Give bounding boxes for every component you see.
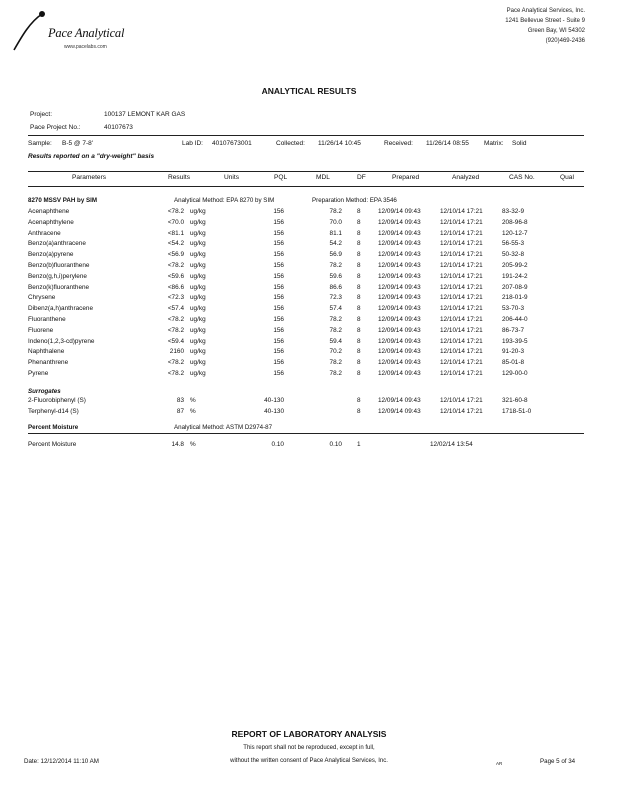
cell-pql: 156 <box>273 283 284 291</box>
footer-mark: AR <box>496 761 503 766</box>
cell-units: % <box>190 441 196 448</box>
cell-param: Dibenz(a,h)anthracene <box>28 305 94 313</box>
cell-units: ug/kg <box>190 316 206 323</box>
cell-analyzed: 12/10/14 17:21 <box>440 370 483 377</box>
cell-prepared: 12/09/14 09:43 <box>378 316 421 323</box>
table-row <box>0 251 618 261</box>
table-row <box>0 294 618 304</box>
table-row <box>0 219 618 229</box>
cell-mdl: 57.4 <box>329 305 342 313</box>
cell-result: <57.4 <box>167 305 184 313</box>
cell-df: 1 <box>357 441 361 448</box>
report-title: ANALYTICAL RESULTS <box>261 86 357 96</box>
lab-city: Green Bay, WI 54302 <box>527 28 585 34</box>
col-cas: CAS No. <box>509 174 535 181</box>
sample-value: B-5 @ 7-8' <box>62 140 93 147</box>
cell-mdl: 0.10 <box>329 441 342 448</box>
cell-df: 8 <box>357 218 361 226</box>
pace-project-label: Pace Project No.: <box>30 124 81 131</box>
cell-df: 8 <box>357 397 361 404</box>
cell-analyzed: 12/10/14 17:21 <box>440 294 483 302</box>
cell-pql: 156 <box>273 229 284 237</box>
table-row <box>0 408 618 418</box>
surrogates-label: Surrogates <box>28 388 61 395</box>
col-prepared: Prepared <box>392 174 420 181</box>
cell-result: <54.2 <box>167 240 184 248</box>
table-row <box>0 208 618 218</box>
column-headers <box>28 174 584 186</box>
cell-pql: 156 <box>273 337 284 345</box>
col-analyzed: Analyzed <box>452 174 480 181</box>
cell-result: <78.2 <box>167 370 184 377</box>
cell-param: Terphenyl-d14 (S) <box>28 407 79 415</box>
cell-cas: 91-20-3 <box>502 348 525 356</box>
cell-pql: 156 <box>273 348 284 356</box>
pace-project-value: 40107673 <box>104 124 133 131</box>
matrix-value: Solid <box>512 140 527 147</box>
cell-param: Benzo(a)pyrene <box>28 251 74 259</box>
col-qual: Qual <box>560 174 574 181</box>
cell-cas: 83-32-9 <box>502 208 525 215</box>
page-number: Page 5 of 34 <box>540 758 576 765</box>
cell-param: Fluorene <box>28 326 54 334</box>
cell-pql: 40-130 <box>264 407 284 415</box>
cell-result: <81.1 <box>167 229 184 237</box>
table-row <box>0 397 618 407</box>
cell-param: Pyrene <box>28 370 49 377</box>
header-top-rule <box>28 171 584 172</box>
cell-cas: 120-12-7 <box>502 229 528 237</box>
cell-analyzed: 12/10/14 17:21 <box>440 305 483 313</box>
cell-result: <78.2 <box>167 262 184 269</box>
moisture-method-name: Percent Moisture <box>28 424 79 431</box>
received-label: Received: <box>384 140 413 147</box>
cell-df: 8 <box>357 251 361 259</box>
cell-param: Benzo(b)fluoranthene <box>28 262 90 269</box>
cell-mdl: 70.2 <box>329 348 342 356</box>
cell-units: ug/kg <box>190 240 206 248</box>
cell-units: ug/kg <box>190 348 206 356</box>
method-8270-prep: Preparation Method: EPA 3546 <box>312 197 397 204</box>
cell-prepared: 12/09/14 09:43 <box>378 229 421 237</box>
cell-param: Indeno(1,2,3-cd)pyrene <box>28 337 95 345</box>
cell-cas: 85-01-8 <box>502 359 525 367</box>
cell-prepared: 12/09/14 09:43 <box>378 337 421 345</box>
cell-analyzed: 12/02/14 13:54 <box>430 441 473 448</box>
sample-label: Sample: <box>28 140 52 147</box>
collected-value: 11/26/14 10:45 <box>318 140 361 147</box>
cell-units: ug/kg <box>190 272 206 280</box>
cell-result: <78.2 <box>167 316 184 323</box>
cell-analyzed: 12/10/14 17:21 <box>440 283 483 291</box>
cell-cas: 208-96-8 <box>502 218 528 226</box>
cell-result: <78.2 <box>167 208 184 215</box>
cell-prepared: 12/09/14 09:43 <box>378 272 421 280</box>
cell-units: ug/kg <box>190 229 206 237</box>
cell-cas: 205-99-2 <box>502 262 528 269</box>
cell-analyzed: 12/10/14 17:21 <box>440 359 483 367</box>
cell-prepared: 12/09/14 09:43 <box>378 251 421 259</box>
cell-cas: 86-73-7 <box>502 326 525 334</box>
cell-cas: 206-44-0 <box>502 316 528 323</box>
lab-name: Pace Analytical Services, Inc. <box>506 8 585 14</box>
cell-units: ug/kg <box>190 359 206 367</box>
cell-prepared: 12/09/14 09:43 <box>378 359 421 367</box>
cell-df: 8 <box>357 294 361 302</box>
cell-units: ug/kg <box>190 326 206 334</box>
cell-analyzed: 12/10/14 17:21 <box>440 337 483 345</box>
table-row <box>0 316 618 326</box>
cell-units: ug/kg <box>190 262 206 269</box>
cell-result: <59.6 <box>167 272 184 280</box>
cell-prepared: 12/09/14 09:43 <box>378 283 421 291</box>
cell-df: 8 <box>357 283 361 291</box>
labid-label: Lab ID: <box>182 140 203 147</box>
lab-street: 1241 Bellevue Street - Suite 9 <box>505 18 585 24</box>
col-mdl: MDL <box>316 174 330 181</box>
cell-analyzed: 12/10/14 17:21 <box>440 316 483 323</box>
cell-df: 8 <box>357 272 361 280</box>
table-row <box>0 273 618 283</box>
cell-cas: 321-60-8 <box>502 397 528 404</box>
cell-param: Acenaphthylene <box>28 218 74 226</box>
cell-mdl: 56.9 <box>329 251 342 259</box>
cell-pql: 156 <box>273 208 284 215</box>
logo-text: Pace Analytical <box>48 26 125 40</box>
cell-cas: 1718-51-0 <box>502 407 532 415</box>
cell-result: <78.2 <box>167 326 184 334</box>
col-parameters: Parameters <box>72 174 107 181</box>
cell-pql: 0.10 <box>271 441 284 448</box>
cell-prepared: 12/09/14 09:43 <box>378 407 421 415</box>
pace-logo <box>8 6 148 52</box>
cell-param: Fluoranthene <box>28 316 66 323</box>
method-8270-name: 8270 MSSV PAH by SIM <box>28 197 98 204</box>
cell-cas: 191-24-2 <box>502 272 528 280</box>
cell-analyzed: 12/10/14 17:21 <box>440 218 483 226</box>
col-pql: PQL <box>274 174 288 181</box>
footer-line-2: without the written consent of Pace Analytical Services, Inc. <box>230 758 388 764</box>
cell-param: Phenanthrene <box>28 359 69 367</box>
cell-pql: 156 <box>273 262 284 269</box>
cell-cas: 218-01-9 <box>502 294 528 302</box>
cell-pql: 156 <box>273 326 284 334</box>
cell-result: 2160 <box>169 348 184 356</box>
cell-mdl: 78.2 <box>329 326 342 334</box>
cell-prepared: 12/09/14 09:43 <box>378 294 421 302</box>
cell-prepared: 12/09/14 09:43 <box>378 262 421 269</box>
cell-units: ug/kg <box>190 208 206 215</box>
table-row <box>0 230 618 240</box>
cell-df: 8 <box>357 240 361 248</box>
cell-result: <78.2 <box>167 359 184 367</box>
cell-cas: 50-32-8 <box>502 251 525 259</box>
col-results: Results <box>168 174 190 181</box>
cell-analyzed: 12/10/14 17:21 <box>440 229 483 237</box>
cell-mdl: 59.4 <box>329 337 342 345</box>
table-row <box>0 284 618 294</box>
table-row <box>0 262 618 272</box>
cell-mdl: 59.6 <box>329 272 342 280</box>
table-row <box>0 441 618 451</box>
cell-mdl: 72.3 <box>329 294 342 302</box>
cell-mdl: 78.2 <box>329 370 342 377</box>
footer-title: REPORT OF LABORATORY ANALYSIS <box>231 729 387 739</box>
cell-df: 8 <box>357 229 361 237</box>
basis-note: Results reported on a "dry-weight" basis <box>28 153 155 160</box>
cell-df: 8 <box>357 208 361 215</box>
cell-prepared: 12/09/14 09:43 <box>378 305 421 313</box>
labid-value: 40107673001 <box>212 140 252 147</box>
cell-pql: 156 <box>273 240 284 248</box>
cell-df: 8 <box>357 337 361 345</box>
cell-prepared: 12/09/14 09:43 <box>378 218 421 226</box>
cell-param: Acenaphthene <box>28 208 70 215</box>
cell-mdl: 54.2 <box>329 240 342 248</box>
cell-analyzed: 12/10/14 17:21 <box>440 262 483 269</box>
cell-cas: 207-08-9 <box>502 283 528 291</box>
cell-df: 8 <box>357 316 361 323</box>
cell-df: 8 <box>357 359 361 367</box>
table-row <box>0 370 618 380</box>
cell-df: 8 <box>357 262 361 269</box>
logo-url: www.pacelabs.com <box>64 44 107 50</box>
cell-param: 2-Fluorobiphenyl (S) <box>28 397 86 404</box>
table-row <box>0 327 618 337</box>
cell-analyzed: 12/10/14 17:21 <box>440 272 483 280</box>
cell-analyzed: 12/10/14 17:21 <box>440 251 483 259</box>
cell-pql: 156 <box>273 305 284 313</box>
table-row <box>0 305 618 315</box>
cell-mdl: 78.2 <box>329 262 342 269</box>
cell-pql: 156 <box>273 251 284 259</box>
cell-mdl: 78.2 <box>329 316 342 323</box>
cell-prepared: 12/09/14 09:43 <box>378 397 421 404</box>
cell-result: <86.6 <box>167 283 184 291</box>
project-value: 100137 LEMONT KAR GAS <box>104 111 186 118</box>
cell-analyzed: 12/10/14 17:21 <box>440 326 483 334</box>
cell-param: Anthracene <box>28 229 61 237</box>
cell-result: <72.3 <box>167 294 184 302</box>
method-8270-analytical: Analytical Method: EPA 8270 by SIM <box>174 197 275 204</box>
cell-param: Percent Moisture <box>28 441 77 448</box>
cell-pql: 156 <box>273 359 284 367</box>
cell-df: 8 <box>357 305 361 313</box>
cell-mdl: 81.1 <box>329 229 342 237</box>
cell-prepared: 12/09/14 09:43 <box>378 240 421 248</box>
cell-prepared: 12/09/14 09:43 <box>378 208 421 215</box>
cell-param: Benzo(k)fluoranthene <box>28 283 90 291</box>
cell-mdl: 70.0 <box>329 218 342 226</box>
cell-units: % <box>190 407 196 415</box>
col-units: Units <box>224 174 240 181</box>
cell-mdl: 86.6 <box>329 283 342 291</box>
cell-df: 8 <box>357 348 361 356</box>
table-row <box>0 240 618 250</box>
received-value: 11/26/14 08:55 <box>426 140 469 147</box>
cell-param: Chrysene <box>28 294 56 302</box>
table-row <box>0 348 618 358</box>
cell-prepared: 12/09/14 09:43 <box>378 370 421 377</box>
cell-units: ug/kg <box>190 337 206 345</box>
cell-units: ug/kg <box>190 218 206 226</box>
footer-line-1: This report shall not be reproduced, except in full, <box>243 745 375 751</box>
report-date: Date: 12/12/2014 11:10 AM <box>24 758 99 765</box>
cell-result: <56.9 <box>167 251 184 259</box>
cell-param: Naphthalene <box>28 348 65 356</box>
collected-label: Collected: <box>276 140 305 147</box>
cell-pql: 156 <box>273 294 284 302</box>
cell-units: % <box>190 397 196 404</box>
cell-units: ug/kg <box>190 294 206 302</box>
cell-pql: 40-130 <box>264 397 284 404</box>
moisture-rule <box>28 433 584 434</box>
cell-pql: 156 <box>273 272 284 280</box>
moisture-analytical: Analytical Method: ASTM D2974-87 <box>174 424 273 431</box>
cell-df: 8 <box>357 326 361 334</box>
lab-address <box>505 6 585 46</box>
project-label: Project: <box>30 111 53 118</box>
cell-result: 83 <box>176 397 184 404</box>
cell-result: 87 <box>176 407 184 415</box>
cell-units: ug/kg <box>190 370 206 377</box>
cell-analyzed: 12/10/14 17:21 <box>440 397 483 404</box>
cell-units: ug/kg <box>190 305 206 313</box>
cell-analyzed: 12/10/14 17:21 <box>440 240 483 248</box>
cell-param: Benzo(g,h,i)perylene <box>28 272 87 280</box>
cell-mdl: 78.2 <box>329 359 342 367</box>
cell-cas: 193-39-5 <box>502 337 528 345</box>
cell-analyzed: 12/10/14 17:21 <box>440 208 483 215</box>
header-bottom-rule <box>28 186 584 187</box>
cell-result: 14.8 <box>171 441 184 448</box>
cell-analyzed: 12/10/14 17:21 <box>440 348 483 356</box>
cell-cas: 129-00-0 <box>502 370 528 377</box>
cell-units: ug/kg <box>190 251 206 259</box>
cell-cas: 53-70-3 <box>502 305 525 313</box>
cell-prepared: 12/09/14 09:43 <box>378 348 421 356</box>
table-row <box>0 338 618 348</box>
cell-param: Benzo(a)anthracene <box>28 240 86 248</box>
cell-cas: 56-55-3 <box>502 240 525 248</box>
cell-analyzed: 12/10/14 17:21 <box>440 407 483 415</box>
cell-pql: 156 <box>273 218 284 226</box>
cell-units: ug/kg <box>190 283 206 291</box>
matrix-label: Matrix: <box>484 140 504 147</box>
cell-mdl: 78.2 <box>329 208 342 215</box>
table-row <box>0 359 618 369</box>
lab-phone: (920)469-2436 <box>545 38 585 44</box>
cell-pql: 156 <box>273 370 284 377</box>
cell-pql: 156 <box>273 316 284 323</box>
cell-df: 8 <box>357 370 361 377</box>
divider <box>28 135 584 136</box>
cell-df: 8 <box>357 407 361 415</box>
cell-result: <59.4 <box>167 337 184 345</box>
cell-prepared: 12/09/14 09:43 <box>378 326 421 334</box>
cell-result: <70.0 <box>167 218 184 226</box>
col-df: DF <box>357 174 366 181</box>
